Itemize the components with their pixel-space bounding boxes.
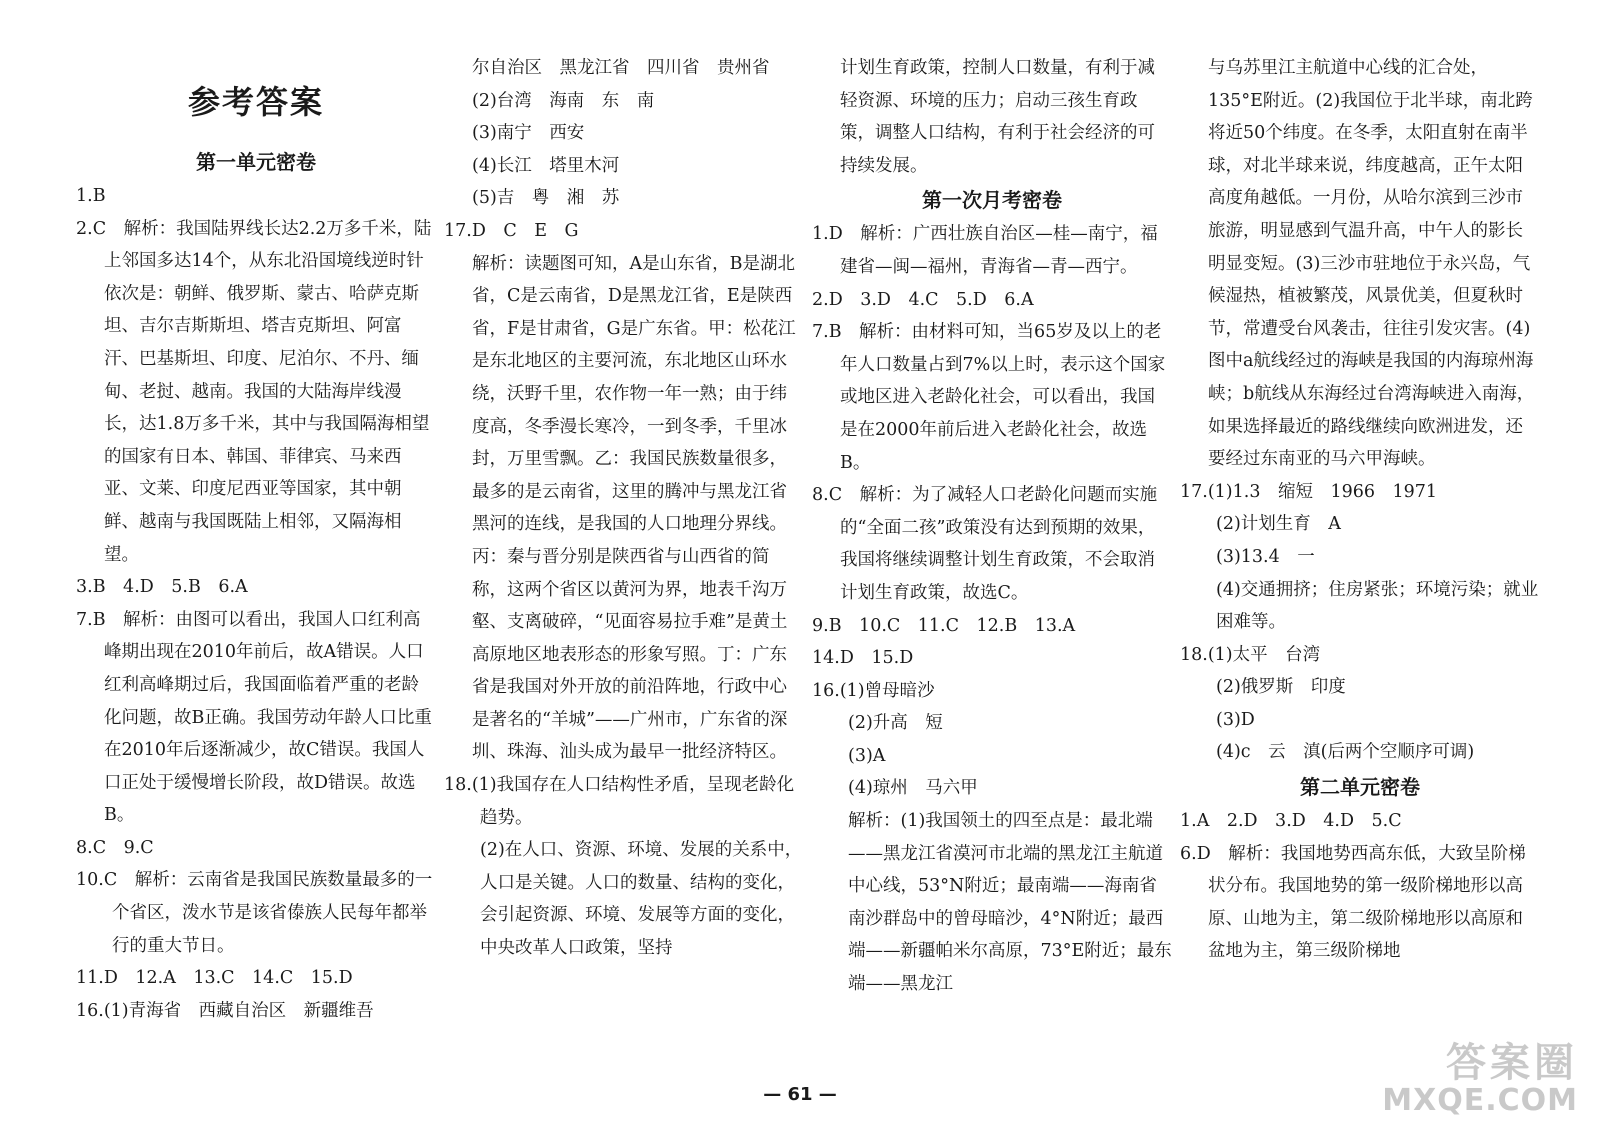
- answer-paragraph: 2.C 解析：我国陆界线长达2.2万多千米，陆上邻国多达14个，从东北沿国境线逆时针依次是：朝鲜、俄罗斯、蒙古、哈萨克斯坦、吉尔吉斯斯坦、塔吉克斯坦、阿富汗、巴基斯坦、印度、尼泊尔、不丹、缅甸、老挝、越南。我国的大陆海岸线漫长，达1.8万多千米，其中与我国隔海相望的国家有日本、韩国、菲律宾、马来西亚、文莱、印度尼西亚等国家，其中朝鲜、越南与我国既陆上相邻，又隔海相望。: [76, 218, 432, 565]
- answer-paragraph: (4)c 云 滇(后两个空顺序可调): [1216, 742, 1475, 763]
- answer-paragraph: (2)计划生育 A: [1216, 514, 1341, 535]
- answer-paragraph: (4)长江 塔里木河: [472, 155, 620, 176]
- answer-paragraph: 16.(1)曾母暗沙: [812, 680, 935, 701]
- answer-paragraph: 尔自治区 黑龙江省 四川省 贵州省: [472, 58, 770, 78]
- watermark-logo: 答案圈: [1446, 1040, 1578, 1086]
- answer-paragraph: (2)升高 短: [848, 713, 943, 734]
- section-title-unit-1: 第一单元密卷: [196, 150, 316, 174]
- answer-paragraph: 18.(1)太平 台湾: [1180, 644, 1321, 665]
- answer-paragraph: 11.D 12.A 13.C 14.C 15.D: [76, 968, 353, 989]
- page-number: — 61 —: [763, 1084, 837, 1105]
- answer-paragraph: 8.C 解析：为了减轻人口老龄化问题而实施的“全面二孩”政策没有达到预期的效果，我国将继续调整计划生育政策，不会取消计划生育政策，故选C。: [812, 485, 1158, 603]
- answer-paragraph: 18.(1)我国存在人口结构性矛盾，呈现老龄化趋势。: [444, 775, 795, 828]
- answer-paragraph: 2.D 3.D 4.C 5.D 6.A: [812, 289, 1034, 310]
- column-2: [444, 52, 804, 965]
- answer-paragraph: (3)A: [848, 745, 886, 766]
- answer-paragraph: 1.D 解析：广西壮族自治区—桂—南宁，福建省—闽—福州，青海省—青—西宁。: [812, 224, 1158, 277]
- answer-paragraph: (2)在人口、资源、环境、发展的关系中，人口是关键。人口的数量、结构的变化，会引起资源、环境、发展等方面的变化，中央改革人口政策，坚持: [480, 840, 803, 959]
- answer-paragraph: (2)台湾 海南 东 南: [472, 90, 655, 111]
- column-3: [812, 52, 1172, 1001]
- answer-paragraph: 8.C 9.C: [76, 837, 154, 858]
- column-4: [1180, 52, 1540, 968]
- answer-paragraph: (3)D: [1216, 709, 1255, 730]
- answer-paragraph: 10.C 解析：云南省是我国民族数量最多的一个省区，泼水节是该省傣族人民每年都举行的重大节日。: [76, 870, 433, 956]
- answer-paragraph: 14.D 15.D: [812, 648, 914, 669]
- answer-paragraph: 1.B: [76, 186, 106, 206]
- answer-paragraph: 16.(1)青海省 西藏自治区 新疆维吾: [76, 1000, 374, 1021]
- answer-paragraph: (4)琼州 马六甲: [848, 778, 978, 799]
- answer-paragraph: 1.A 2.D 3.D 4.D 5.C: [1180, 811, 1402, 832]
- answer-paragraph: 17.(1)1.3 缩短 1966 1971: [1180, 481, 1438, 502]
- answer-paragraph: 7.B 解析：由材料可知，当65岁及以上的老年人口数量占到7%以上时，表示这个国家或地区进入老龄化社会，可以看出，我国是在2000年前后进入老龄化社会，故选B。: [812, 322, 1166, 473]
- section-title-monthly-exam-1: 第一次月考密卷: [922, 188, 1062, 213]
- answer-paragraph: 计划生育政策，控制人口数量，有利于减轻资源、环境的压力；启动三孩生育政策，调整人口结构，有利于社会经济的可持续发展。: [840, 58, 1155, 176]
- answer-paragraph: (3)13.4 一: [1216, 546, 1315, 567]
- section-title-unit-2: 第二单元密卷: [1300, 775, 1420, 800]
- watermark-url: MXQE.COM: [1382, 1083, 1578, 1118]
- column-1: [76, 52, 436, 1027]
- answer-paragraph: 与乌苏里江主航道中心线的汇合处，135°E附近。(2)我国位于北半球，南北跨将近50个纬度。在冬季，太阳直射在南半球，对北半球来说，纬度越高，正午太阳高度角越低。一月份，从哈尔滨到三沙市旅游，明显感到气温升高，中午人的影长明显变短。(3)三沙市驻地位于永兴岛，气候湿热，植被繁茂，风景优美，但夏秋时节，常遭受台风袭击，往往引发灾害。(4)图中a航线经过的海峡是我国的内海琼州海峡；b航线从东海经过台湾海峡进入南海，如果选择最近的路线继续向欧洲进发，还要经过东南亚的马六甲海峡。: [1208, 58, 1535, 470]
- answer-paragraph: 17.D C E G: [444, 220, 579, 241]
- answer-paragraph: (5)吉 粤 湘 苏: [472, 188, 620, 209]
- answer-paragraph: 7.B 解析：由图可以看出，我国人口红利高峰期出现在2010年前后，故A错误。人口红利高峰期过后，我国面临着严重的老龄化问题，故B正确。我国劳动年龄人口比重在2010年后逐渐减少，故C错误。我国人口正处于缓慢增长阶段，故D错误。故选B。: [76, 609, 432, 826]
- answer-paragraph: (2)俄罗斯 印度: [1216, 677, 1346, 698]
- answer-paragraph: 解析：读题图可知，A是山东省，B是湖北省，C是云南省，D是黑龙江省，E是陕西省，F是甘肃省，G是广东省。甲：松花江是东北地区的主要河流，东北地区山环水绕，沃野千里，农作物一年一熟；由于纬度高，冬季漫长寒冷，一到冬季，千里冰封，万里雪飘。乙：我国民族数量很多，最多的是云南省，这里的腾冲与黑龙江省黑河的连线，是我国的人口地理分界线。丙：秦与晋分别是陕西省与山西省的简称，这两个省区以黄河为界，地表千沟万壑、支离破碎，“见面容易拉手难”是黄土高原地区地表形态的形象写照。丁：广东省是我国对外开放的前沿阵地，行政中心是著名的“羊城”——广州市，广东省的深圳、珠海、汕头成为最早一批经济特区。: [472, 253, 796, 763]
- answer-paragraph: (4)交通拥挤；住房紧张；环境污染；就业困难等。: [1216, 579, 1539, 633]
- page-title: 参考答案: [187, 83, 324, 121]
- watermark: [1382, 1041, 1578, 1117]
- answer-paragraph: 6.D 解析：我国地势西高东低，大致呈阶梯状分布。我国地势的第一级阶梯地形以高原、山地为主，第二级阶梯地形以高原和盆地为主，第三级阶梯地: [1180, 843, 1526, 962]
- answer-paragraph: 解析：(1)我国领土的四至点是：最北端——黑龙江省漠河市北端的黑龙江主航道中心线，53°N附近；最南端——海南省南沙群岛中的曾母暗沙，4°N附近；最西端——新疆帕米尔高原，73°E附近；最东端——黑龙江: [848, 811, 1172, 995]
- answer-paragraph: (3)南宁 西安: [472, 123, 585, 144]
- answer-paragraph: 3.B 4.D 5.B 6.A: [76, 577, 248, 598]
- answer-paragraph: 9.B 10.C 11.C 12.B 13.A: [812, 615, 1076, 636]
